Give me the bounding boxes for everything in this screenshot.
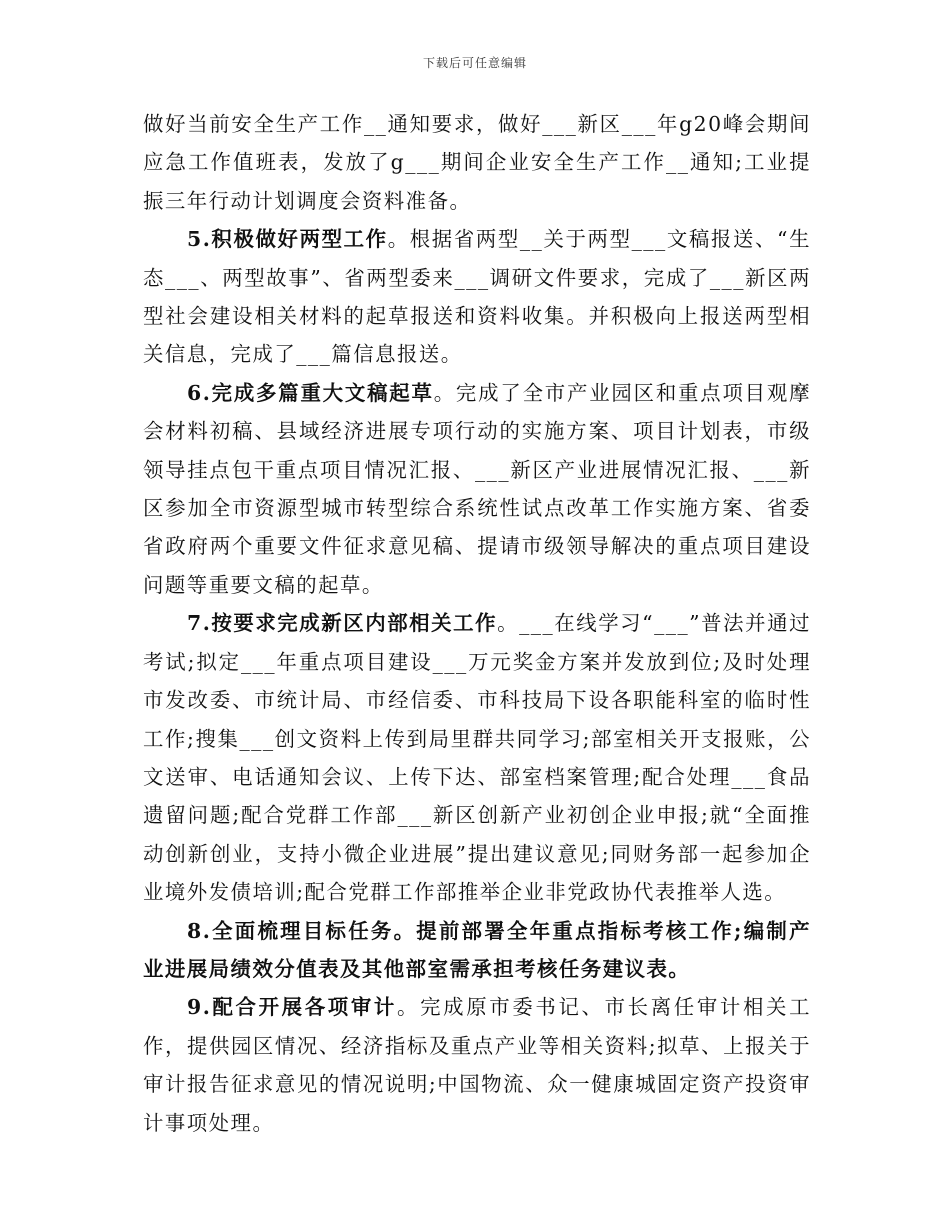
page-header: 下载后可任意编辑 xyxy=(422,56,527,70)
paragraph-lead: 5.积极做好两型工作 xyxy=(187,227,388,252)
paragraph-continued xyxy=(143,105,811,220)
document-body xyxy=(143,105,811,1142)
paragraph-item-5 xyxy=(143,220,811,374)
paragraph-body: 。完成了全市产业园区和重点项目观摩会材料初稿、县域经济进展专项行动的实施方案、项目计划表，市级领导挂点包干重点项目情况汇报、___新区产业进展情况汇报、___新区参加全市资源型城市转型综合系统性试点改革工作实施方案、省委省政府两个重要文件征求意见稿、提请市级领导解决的重点项目建设问题等重要文稿的起草。 xyxy=(143,380,811,597)
paragraph-item-8 xyxy=(143,912,811,989)
paragraph-item-7 xyxy=(143,604,811,911)
paragraph-item-9 xyxy=(143,988,811,1142)
paragraph-body: 。根据省两型__关于两型___文稿报送、“生态___、两型故事”、省两型委来___调研文件要求，完成了___新区两型社会建设相关材料的起草报送和资料收集。并积极向上报送两型相关信息，完成了___篇信息报送。 xyxy=(143,227,811,367)
paragraph-lead: 8.全面梳理目标任务。提前部署全年重点指标考核工作;编制产业进展局绩效分值表及其他部室需承担考核任务建议表。 xyxy=(143,918,811,981)
paragraph-body: 做好当前安全生产工作__通知要求，做好___新区___年g20峰会期间应急工作值班表，发放了g___期间企业安全生产工作__通知;工业提振三年行动计划调度会资料准备。 xyxy=(143,112,811,213)
paragraph-lead: 7.按要求完成新区内部相关工作 xyxy=(187,611,498,636)
paragraph-body: 。完成原市委书记、市长离任审计相关工作，提供园区情况、经济指标及重点产业等相关资料;拟草、上报关于审计报告征求意见的情况说明;中国物流、众一健康城固定资产投资审计事项处理。 xyxy=(143,995,812,1135)
paragraph-lead: 9.配合开展各项审计 xyxy=(187,995,397,1020)
paragraph-body: 。___在线学习“___”普法并通过考试;拟定___年重点项目建设___万元奖金方案并发放到位;及时处理市发改委、市统计局、市经信委、市科技局下设各职能科室的临时性工作;搜集___创文资料上传到局里群共同学习;部室相关开支报账，公文送审、电话通知会议、上传下达、部室档案管理;配合处理___食品遗留问题;配合党群工作部___新区创新产业初创企业申报;就“全面推动创新创业，支持小微企业进展”提出建议意见;同财务部一起参加企业境外发债培训;配合党群工作部推举企业非党政协代表推举人选。 xyxy=(143,611,811,905)
paragraph-item-6 xyxy=(143,374,811,604)
paragraph-lead: 6.完成多篇重大文稿起草 xyxy=(187,380,434,405)
